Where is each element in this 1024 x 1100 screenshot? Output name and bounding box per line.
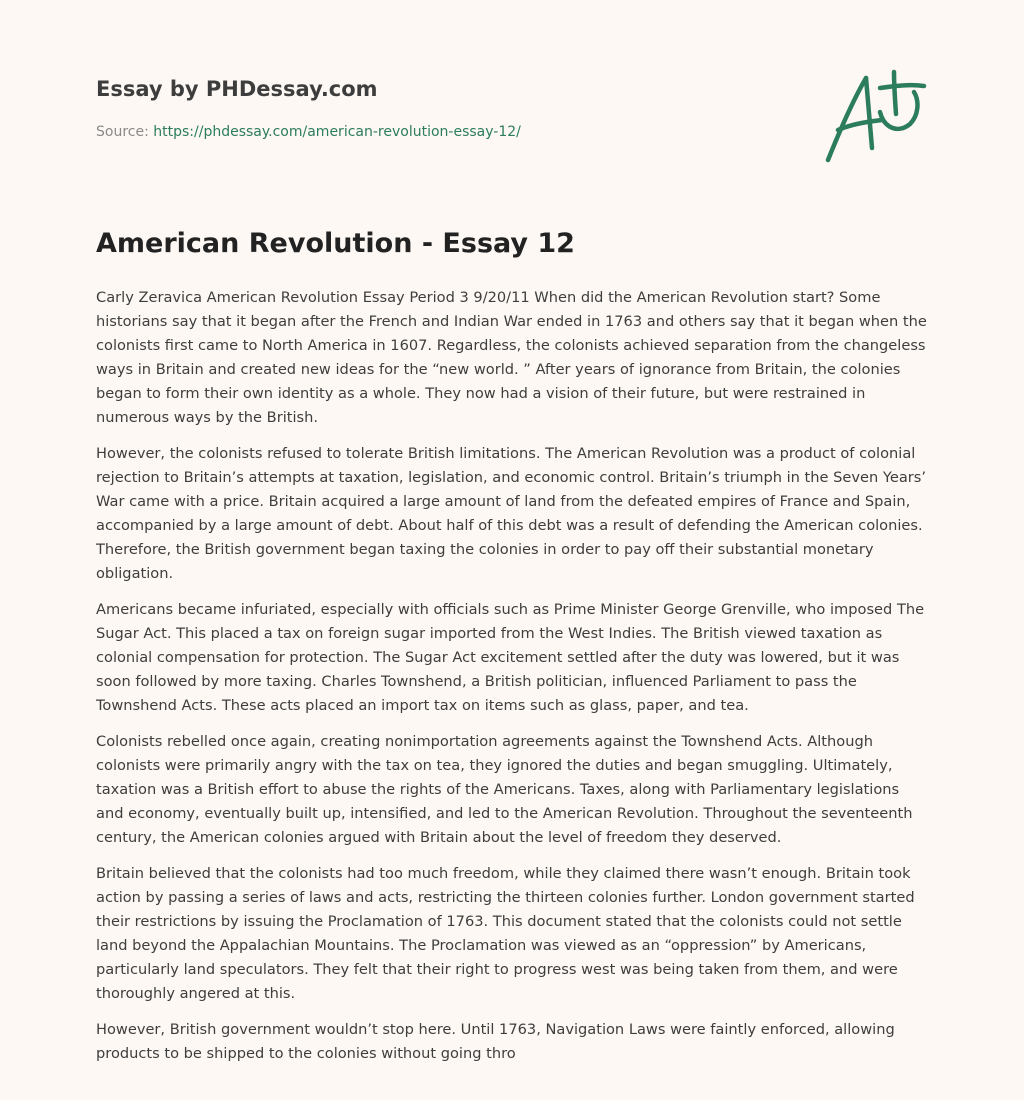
source-link[interactable]: https://phdessay.com/american-revolution-essay-12/ <box>153 124 521 140</box>
essay-paragraph: Colonists rebelled once again, creating nonimportation agreements against the Townshend Acts. Although colonists were primarily angry with the tax on tea, they ignored the duties and began smuggling. Ultimately, taxation was a British effort to abuse the rights of the Americans. Taxes, along with Parliamentary legislations and economy, eventually built up, intensified, and led to the American Revolution. Throughout the seventeenth century, the American colonies argued with Britain about the level of freedom they deserved. <box>96 733 913 846</box>
article-title: American Revolution - Essay 12 <box>96 228 575 259</box>
a-plus-logo-icon <box>822 66 930 166</box>
essay-paragraph: However, British government wouldn’t stop here. Until 1763, Navigation Laws were faintly enforced, allowing products to be shipped to the colonies without going thro <box>96 1021 895 1062</box>
essay-article <box>96 224 930 1078</box>
essay-paragraph: However, the colonists refused to tolerate British limitations. The American Revolution was a product of colonial rejection to Britain’s attempts at taxation, legislation, and economic control. Britain’s triumph in the Seven Years’ War came with a price. Britain acquired a large amount of land from the defeated empires of France and Spain, accompanied by a large amount of debt. About half of this debt was a result of defending the American colonies. Therefore, the British government began taxing the colonies in order to pay off their substantial monetary obligation. <box>96 445 927 582</box>
essay-paragraph: Carly Zeravica American Revolution Essay Period 3 9/20/11 When did the American Revolution start? Some historians say that it began after the French and Indian War ended in 1763 and others say that it began when the colonists first came to North America in 1607. Regardless, the colonists achieved separation from the changeless ways in Britain and created new ideas for the “new world. ” After years of ignorance from Britain, the colonies began to form their own identity as a whole. They now had a vision of their future, but were restrained in numerous ways by the British. <box>96 289 927 426</box>
source-label: Source: <box>96 124 149 140</box>
essay-paragraph: Americans became infuriated, especially with officials such as Prime Minister George Grenville, who imposed The Sugar Act. This placed a tax on foreign sugar imported from the West Indies. The British viewed taxation as colonial compensation for protection. The Sugar Act excitement settled after the duty was lowered, but it was soon followed by more taxing. Charles Townshend, a British politician, influenced Parliament to pass the Townshend Acts. These acts placed an import tax on items such as glass, paper, and tea. <box>96 601 925 714</box>
essay-paragraph: Britain believed that the colonists had too much freedom, while they claimed there wasn’t enough. Britain took action by passing a series of laws and acts, restricting the thirteen colonies further. London government started their restrictions by issuing the Proclamation of 1763. This document stated that the colonists could not settle land beyond the Appalachian Mountains. The Proclamation was viewed as an “oppression” by Americans, particularly land speculators. They felt that their right to progress west was being taken from them, and were thoroughly angered at this. <box>96 865 915 1002</box>
site-title: Essay by PHDessay.com <box>96 77 378 101</box>
page-header <box>96 74 796 142</box>
source-line <box>96 122 796 142</box>
